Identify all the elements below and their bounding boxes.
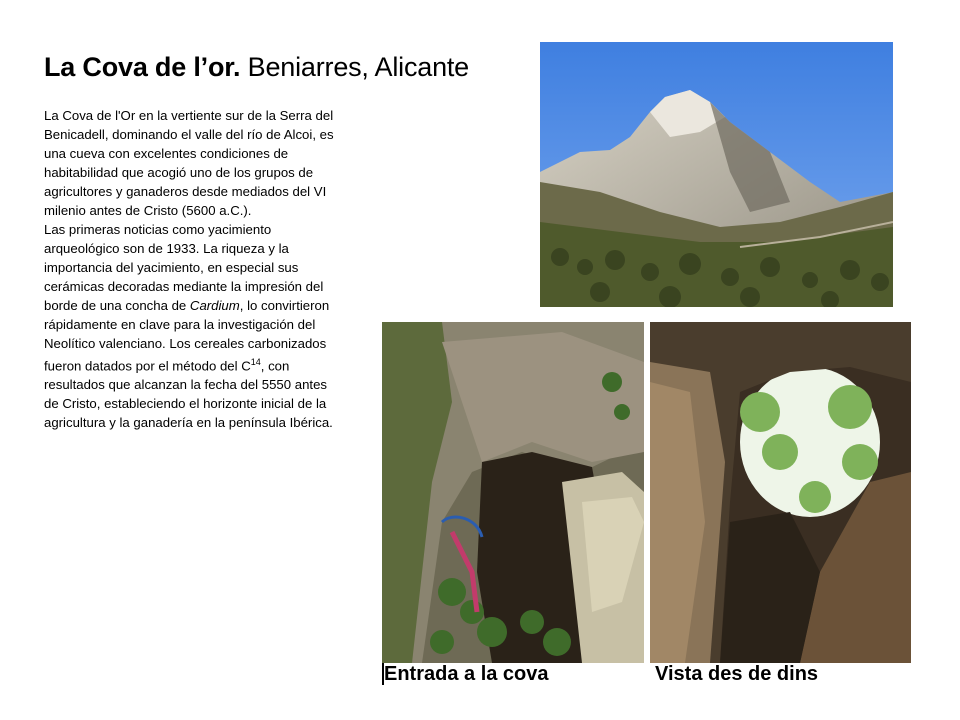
title-bold: La Cova de l’or. (44, 52, 241, 82)
paragraph-2-superscript: 14 (250, 357, 261, 367)
caption-inside: Vista des de dins (655, 663, 819, 685)
paragraph-1: La Cova de l'Or en la vertiente sur de la Serra del Benicadell, dominando el valle del río de Alcoi, es una cueva con excelentes condiciones de habitabilidad que acogió uno de los grupos de agricultores y ganaderos desde mediados del VI milenio antes de Cristo (5600 a.C.). (44, 108, 334, 218)
caption-entrance: Entrada a la cova (384, 663, 549, 685)
paragraph-2-part-c: , con resultados que alcanzan la fecha del 5550 antes de Cristo, estableciendo el horizonte inicial de la agricultura y la ganadería en la península Ibérica. (44, 358, 333, 431)
cave-entrance-photo (382, 322, 644, 663)
paragraph-2-part-a: Las primeras noticias como yacimiento arqueológico son de 1933. La riqueza y la importancia del yacimiento, en especial sus cerámicas decoradas mediante la impresión del borde de una concha de (44, 222, 324, 313)
slide-title (44, 52, 469, 83)
paragraph-2-part-b: , lo convirtieron rápidamente en clave para la investigación del Neolítico valenciano. Los cereales carbonizados fueron datados por el método del C (44, 298, 330, 374)
body-text (44, 106, 344, 432)
cave-inside-photo (650, 322, 911, 663)
mountain-photo (540, 42, 893, 307)
paragraph-2 (44, 220, 344, 432)
title-rest: Beniarres, Alicante (240, 52, 469, 82)
paragraph-2-italic: Cardium (189, 298, 240, 313)
